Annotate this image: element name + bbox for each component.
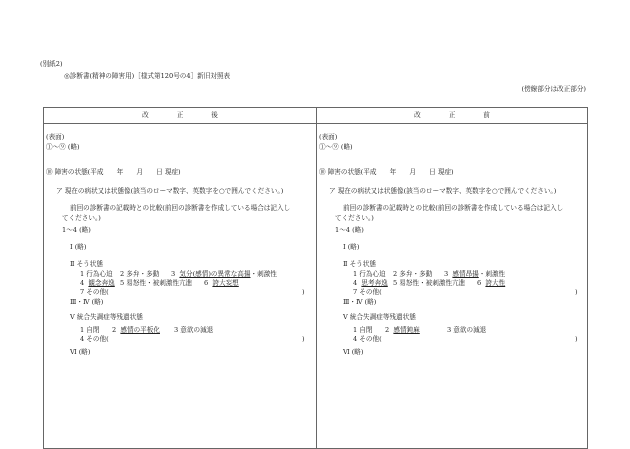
comparison-line-1: 前回の診断書の記載時との比較(前回の診断書を作成している場合は記入し xyxy=(70,204,291,212)
item-V-3: 3 意欲の減退 xyxy=(447,326,487,334)
item-VI: Ⅵ (略) xyxy=(343,348,364,356)
item-II-6: 6 誇大性 xyxy=(477,279,506,287)
item-V-1: 1 自閉 xyxy=(353,326,373,334)
item-1-4: 1〜4 (略) xyxy=(62,226,91,234)
item-II-2: 2 多弁・多動 xyxy=(120,270,160,278)
changed-text: 感情昂揚 xyxy=(452,270,479,278)
item-II-5: 5 易怒性・被刺激性亢進 xyxy=(393,279,466,287)
close-paren: ) xyxy=(575,335,578,343)
item-V-4: 4 その他( xyxy=(353,335,382,343)
item-I: Ⅰ (略) xyxy=(70,243,87,251)
comparison-line-2: てください。) xyxy=(62,214,101,222)
revision-note: (傍線部分は改正部分) xyxy=(521,85,586,93)
changed-text: 気分(感情)の異常な高揚 xyxy=(179,270,251,278)
item-II-6: 6 誇大妄想 xyxy=(204,279,239,287)
section-10-heading: ⑩ 障害の状態(平成 年 月 日 現症) xyxy=(46,168,181,176)
item-V-heading: Ⅴ 統合失調症等残遺状態 xyxy=(343,313,416,321)
changed-text: 思考奔逸 xyxy=(361,279,388,287)
close-paren: ) xyxy=(302,288,305,296)
header-after: 改正後 xyxy=(142,111,246,119)
item-II-heading: Ⅱ そう状態 xyxy=(70,260,103,268)
item-II-4: 4 観念奔逸 xyxy=(80,279,115,287)
item-II-2: 2 多弁・多動 xyxy=(393,270,433,278)
item-V-4: 4 その他( xyxy=(80,335,109,343)
omitted-1-9: ①〜⑨ (略) xyxy=(46,143,80,151)
face-label: (表面) xyxy=(319,133,338,141)
item-II-3: 3 感情昂揚・刺激性 xyxy=(444,270,506,278)
close-paren: ) xyxy=(302,335,305,343)
section-10-heading: ⑩ 障害の状態(平成 年 月 日 現症) xyxy=(319,168,454,176)
changed-text: 観念奔逸 xyxy=(88,279,115,287)
item-II-7: 7 その他( xyxy=(80,288,109,296)
item-II-1: 1 行為心迫 xyxy=(353,270,386,278)
item-I: Ⅰ (略) xyxy=(343,243,360,251)
face-label: (表面) xyxy=(46,133,65,141)
column-after xyxy=(44,123,314,433)
item-V-heading: Ⅴ 統合失調症等残遺状態 xyxy=(70,313,143,321)
item-II-7: 7 その他( xyxy=(353,288,382,296)
item-II-1: 1 行為心迫 xyxy=(80,270,113,278)
item-1-4: 1〜4 (略) xyxy=(335,226,364,234)
comparison-line-1: 前回の診断書の記載時との比較(前回の診断書を作成している場合は記入し xyxy=(343,204,564,212)
attachment-label: (別紙2) xyxy=(40,60,63,68)
document-title: ◎診断書(精神の障害用)［様式第120号の4］新旧対照表 xyxy=(64,72,231,80)
omitted-1-9: ①〜⑨ (略) xyxy=(319,143,353,151)
item-V-3: 3 意欲の減退 xyxy=(174,326,214,334)
item-II-heading: Ⅱ そう状態 xyxy=(343,260,376,268)
item-II-3: 3 気分(感情)の異常な高揚・刺激性 xyxy=(171,270,277,278)
item-a: ア 現在の病状又は状態像(該当のローマ数字、英数字を○で囲んでください。) xyxy=(56,187,284,195)
item-II-5: 5 易怒性・被刺激性亢進 xyxy=(120,279,193,287)
item-a: ア 現在の病状又は状態像(該当のローマ数字、英数字を○で囲んでください。) xyxy=(329,187,557,195)
item-VI: Ⅵ (略) xyxy=(70,348,91,356)
close-paren: ) xyxy=(575,288,578,296)
item-V-2: 2 感情の平板化 xyxy=(112,326,160,334)
changed-text: 感情鈍麻 xyxy=(393,326,420,334)
item-V-2: 2 感情鈍麻 xyxy=(385,326,420,334)
changed-text: 誇大妄想 xyxy=(212,279,239,287)
item-V-1: 1 自閉 xyxy=(80,326,100,334)
item-III-IV: Ⅲ・Ⅳ (略) xyxy=(70,298,104,306)
item-III-IV: Ⅲ・Ⅳ (略) xyxy=(343,298,377,306)
item-II-4: 4 思考奔逸 xyxy=(353,279,388,287)
changed-text: 感情の平板化 xyxy=(120,326,160,334)
header-before: 改正前 xyxy=(414,111,518,119)
column-before xyxy=(317,123,587,433)
changed-text: 誇大性 xyxy=(485,279,506,287)
comparison-line-2: てください。) xyxy=(335,214,374,222)
